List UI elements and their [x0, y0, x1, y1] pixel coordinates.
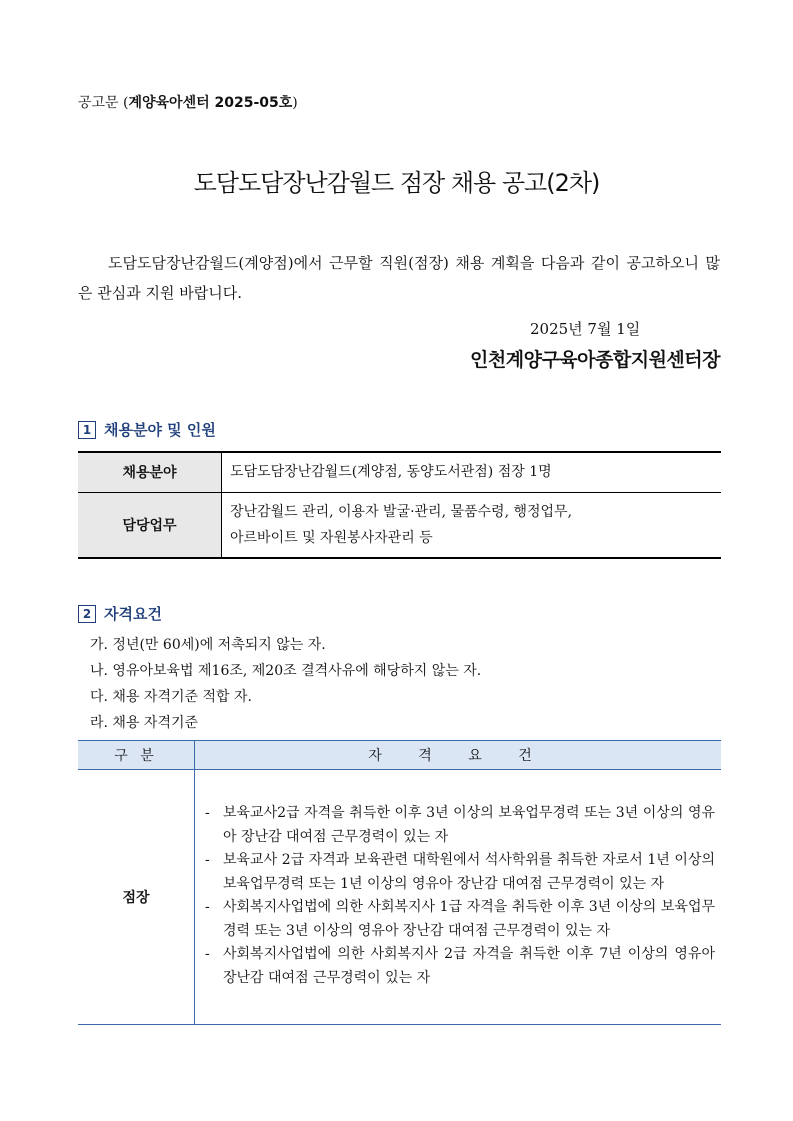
dash-mark: - — [205, 805, 210, 821]
duties-line: 아르바이트 및 자원봉사자관리 등 — [230, 529, 433, 546]
list-item: 다. 채용 자격기준 적합 자. — [90, 689, 252, 705]
table-row — [78, 452, 721, 492]
document-number-code: 계양육아센터 2025-05호 — [128, 95, 293, 111]
qualification-table — [78, 740, 721, 1025]
dash-mark: - — [205, 946, 210, 962]
table-row — [78, 492, 721, 558]
intro-paragraph: 도담도담장난감월드(계양점)에서 근무할 직원(점장) 채용 계획을 다음과 같이 공고하오니 많은 관심과 지원 바랍니다. — [78, 254, 720, 302]
duties-line: 장난감월드 관리, 이용자 발굴·관리, 물품수령, 행정업무, — [230, 503, 573, 520]
row-label-field: 채용분야 — [78, 452, 222, 492]
section-2-heading — [78, 603, 162, 624]
requirement-text: 보육교사2급 자격을 취득한 이후 3년 이상의 보육업무경력 또는 3년 이상의 영유아 장난감 대여점 근무경력이 있는 자 — [223, 805, 715, 845]
section-1-title: 채용분야 및 인원 — [104, 421, 216, 439]
requirement-text: 사회복지사업법에 의한 사회복지사 1급 자격을 취득한 이후 3년 이상의 보육업무경력 또는 3년 이상의 영유아 장난감 대여점 근무경력이 있는 자 — [223, 899, 715, 939]
list-item: 라. 채용 자격기준 — [90, 715, 199, 731]
document-number: 공고문 (계양육아센터 2025-05호) — [78, 95, 298, 111]
row-value-duties — [222, 492, 722, 558]
table-header-row — [78, 741, 721, 770]
section-1-heading — [78, 419, 216, 440]
list-item: 나. 영유아보육법 제16조, 제20조 결격사유에 해당하지 않는 자. — [90, 663, 482, 679]
recruitment-table — [78, 451, 721, 559]
requirements-cell — [195, 770, 722, 1025]
section-2-title: 자격요건 — [104, 605, 162, 623]
requirement-text: 사회복지사업법에 의한 사회복지사 2급 자격을 취득한 이후 7년 이상의 영유아 장난감 대여점 근무경력이 있는 자 — [223, 946, 715, 986]
issuer-name: 인천계양구육아종합지원센터장 — [470, 349, 720, 371]
section-2-number: 2 — [78, 605, 96, 623]
requirement-item — [205, 943, 715, 990]
section-1-number: 1 — [78, 421, 96, 439]
header-category: 구 분 — [78, 741, 195, 770]
header-requirements: 자 격 요 건 — [195, 741, 722, 770]
dash-mark: - — [205, 852, 210, 868]
row-value-field: 도담도담장난감월드(계양점, 동양도서관점) 점장 1명 — [222, 452, 722, 492]
requirement-item — [205, 896, 715, 943]
requirement-text: 보육교사 2급 자격과 보육관련 대학원에서 석사학위를 취득한 자로서 1년 이상의 보육업무경력 또는 1년 이상의 영유아 장난감 대여점 근무경력이 있는 자 — [223, 852, 715, 892]
announcement-date: 2025년 7월 1일 — [530, 320, 641, 338]
position-cell: 점장 — [78, 770, 195, 1025]
dash-mark: - — [205, 899, 210, 915]
list-item: 가. 정년(만 60세)에 저촉되지 않는 자. — [90, 637, 326, 653]
page-title: 도담도담장난감월드 점장 채용 공고(2차) — [193, 169, 600, 197]
requirement-item — [205, 849, 715, 896]
requirement-item — [205, 802, 715, 849]
qualification-list — [90, 632, 481, 736]
table-row — [78, 770, 721, 1025]
row-label-duties: 담당업무 — [78, 492, 222, 558]
